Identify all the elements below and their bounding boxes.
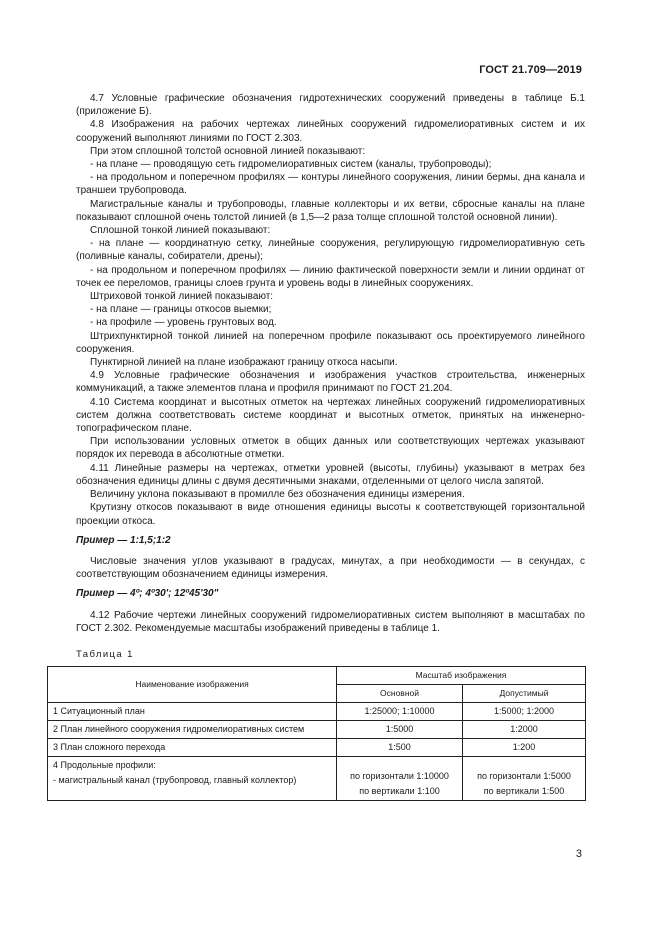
row-subitem: - магистральный канал (трубопровод, главный коллектор) [53,775,297,785]
table-cell-allowed: 1:5000; 1:2000 [463,703,586,721]
paragraph: Пунктирной линией на плане изображают границу откоса насыпи. [90,357,398,369]
paragraph: При использовании условных отметок в общих данных или соответствующих чертежах указывают порядок их перевода в абсолютные отметки. [76,436,585,461]
table-cell-name: 1 Ситуационный план [48,703,337,721]
scales-table [47,666,586,801]
table-cell-main: 1:25000; 1:10000 [337,703,463,721]
column-header-allowed: Допустимый [463,685,586,703]
table-row [48,721,586,739]
page-number: 3 [575,848,582,860]
column-header-main: Основной [337,685,463,703]
paragraph-4-8: 4.8 Изображения на рабочих чертежах линейных сооружений гидромелиоративных систем и их сооружений выполняют линиями по ГОСТ 2.303. [76,119,585,144]
paragraph: При этом сплошной толстой основной линией показывают: [90,145,366,157]
table-cell-main: 1:500 [337,739,463,757]
document-code-header: ГОСТ 21.709—2019 [479,64,582,76]
table-row [48,703,586,721]
document-body [76,92,585,635]
scale-vertical: по вертикали 1:500 [483,786,565,796]
paragraph: Сплошной тонкой линией показывают: [90,225,271,237]
scale-vertical: по вертикали 1:100 [359,786,440,796]
table-cell-main [337,757,463,801]
column-header-name: Наименование изображения [48,667,337,703]
paragraph-angles: Числовые значения углов указывают в градусах, минутах, а при необходимости — в секундах, с соответствующим обозначением единицы измерения. [76,555,585,581]
paragraph: Величину уклона показывают в промилле без обозначения единицы измерения. [90,489,465,501]
list-item: - на плане — проводящую сеть гидромелиоративных систем (каналы, трубопроводы); [90,159,492,171]
table-cell-allowed [463,757,586,801]
list-item: - на продольном и поперечном профилях — контуры линейного сооружения, линии бермы, дна канала и траншеи трубопровода. [76,172,585,197]
paragraph-4-9: 4.9 Условные графические обозначения и изображения участков строительства, инженерных коммуникаций, а также элементов плана и профиля принимают по ГОСТ 21.204. [76,370,585,395]
list-item: - на продольном и поперечном профилях — линию фактической поверхности земли и линии ординат от точек ее переломов, границы слоев грунта и уровень воды в линейных сооружениях. [76,264,585,289]
table-cell-name: 3 План сложного перехода [48,739,337,757]
paragraph: Крутизну откосов показывают в виде отношения единицы высоты к соответствующей горизонтальной проекции откоса. [76,502,585,527]
paragraph: Магистральные каналы и трубопроводы, главные коллекторы и их ветви, сбросные каналы на плане показывают сплошной очень толстой линией (в 1,5—2 раза толще сплошной толстой основной линии). [76,198,585,223]
table-cell-name: 2 План линейного сооружения гидромелиоративных систем [48,721,337,739]
list-item: - на профиле — уровень грунтовых вод. [90,317,277,329]
paragraph-4-12: 4.12 Рабочие чертежи линейных сооружений гидромелиоративных систем выполняют в масштабах по ГОСТ 2.302. Рекомендуемые масштабы изображений приведены в таблице 1. [76,609,585,634]
scale-horizontal: по горизонтали 1:5000 [477,771,571,781]
paragraph-4-10: 4.10 Система координат и высотных отметок на чертежах линейных сооружений гидромелиоративных систем должна соответствовать системе координат и высотных отметок, принятых на инженерно-топографическом плане. [76,396,585,435]
example-slope: Пример — 1:1,5;1:2 [76,534,171,546]
table-cell-allowed: 1:2000 [463,721,586,739]
table-row [48,739,586,757]
paragraph-4-7: 4.7 Условные графические обозначения гидротехнических сооружений приведены в таблице Б.1 (приложение Б). [76,93,585,118]
list-item: - на плане — координатную сетку, линейные сооружения, регулирующую гидромелиоративную сеть (поливные каналы, собиратели, дрены); [76,238,585,263]
table-cell-name [48,757,337,801]
paragraph: Штрихпунктирной тонкой линией на поперечном профиле показывают ось проектируемого линейного сооружения. [76,330,585,355]
column-header-scale: Масштаб изображения [337,667,586,685]
example-angles: Пример — 4º; 4º30'; 12º45'30" [76,588,219,600]
table-row [48,757,586,801]
table-cell-main: 1:5000 [337,721,463,739]
table-cell-allowed: 1:200 [463,739,586,757]
scale-horizontal: по горизонтали 1:10000 [350,771,449,781]
paragraph-4-11: 4.11 Линейные размеры на чертежах, отметки уровней (высоты, глубины) указывают в метрах без обозначения единицы длины с двумя десятичными знаками, отделенными от целого числа запятой. [76,462,585,487]
row-title: 4 Продольные профили: [53,760,156,770]
paragraph: Штриховой тонкой линией показывают: [90,291,274,303]
list-item: - на плане — границы откосов выемки; [90,304,272,316]
table-caption: Таблица 1 [76,649,134,660]
